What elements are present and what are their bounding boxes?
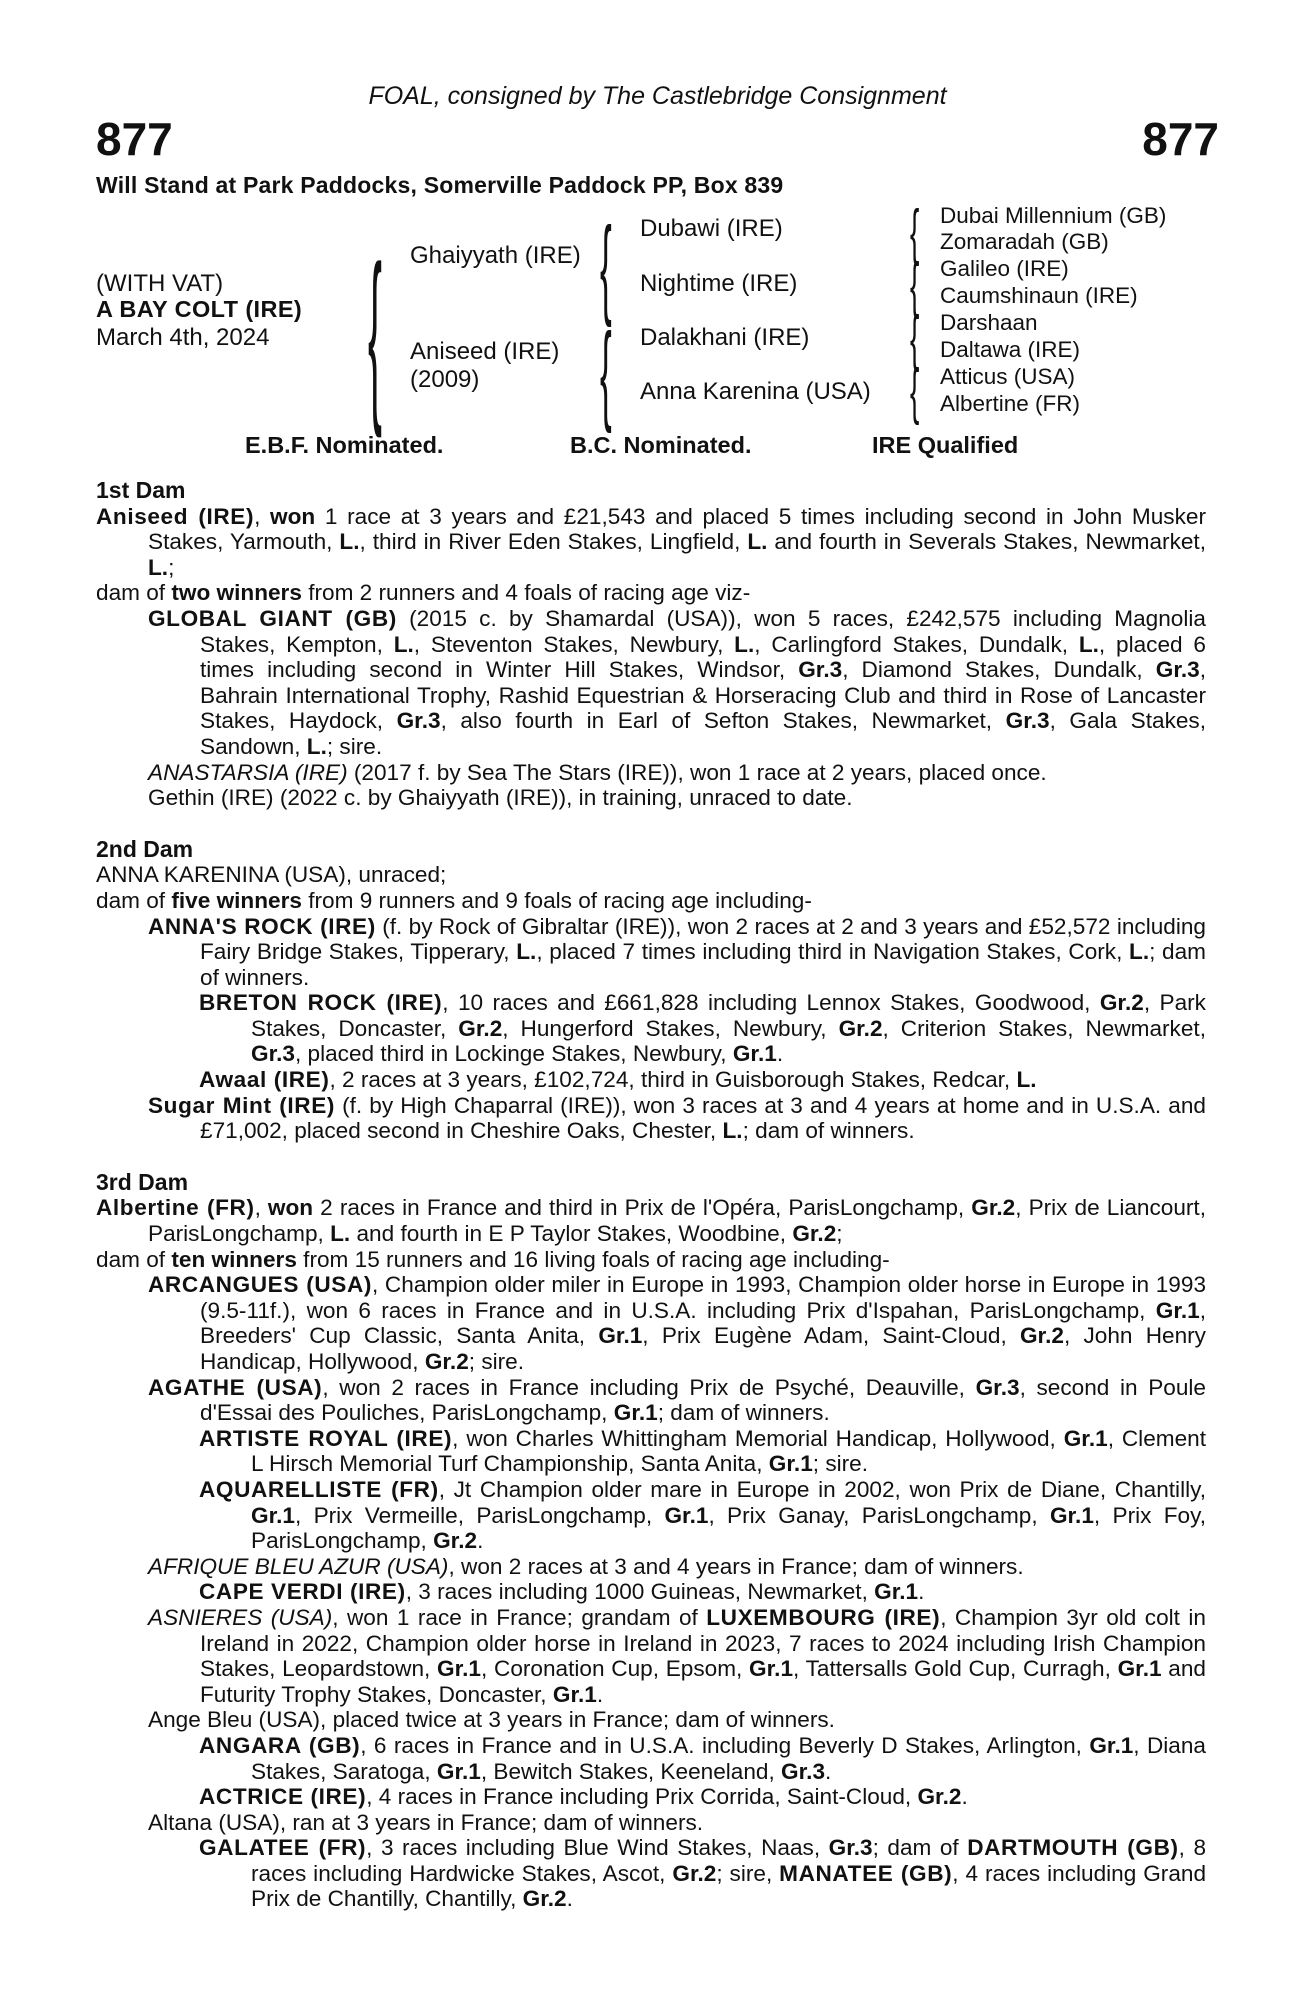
dam3-grandproduce-6: GALATEE (FR), 3 races including Blue Wind Stakes, Naas, Gr.3; dam of DARTMOUTH (GB), 8 races including Hardwicke Stakes, Ascot, Gr.2; sire, MANATEE (GB), 4 races including Grand Prix de Chantilly, Chantilly, Gr.2.	[199, 1835, 1207, 1912]
pedigree-g3-5: Darshaan	[940, 310, 1038, 335]
pedigree-brace-sire: {	[600, 205, 612, 328]
dam1-produce-2: ANASTARSIA (IRE) (2017 f. by Sea The Stars (IRE)), won 1 race at 2 years, placed once.	[148, 759, 1047, 785]
ire-qualified: IRE Qualified	[872, 432, 1019, 458]
dam3-produce-5: Ange Bleu (USA), placed twice at 3 years in France; dam of winners.	[148, 1707, 835, 1733]
pedigree-sire-sire: Dubawi (IRE)	[640, 215, 783, 242]
dam3-produce-2: AGATHE (USA), won 2 races in France including Prix de Psyché, Deauville, Gr.3, second in Poule d'Essai des Pouliches, ParisLongchamp, Gr.1; dam of winners.	[148, 1374, 1206, 1426]
dam3-grandproduce-2: AQUARELLISTE (FR), Jt Champion older mare in Europe in 2002, won Prix de Diane, Chantilly, Gr.1, Prix Vermeille, ParisLongchamp, Gr.1, Prix Ganay, ParisLongchamp, Gr.1, Prix Foy, ParisLongchamp, Gr.2.	[199, 1476, 1207, 1554]
dam2-produce-2: Sugar Mint (IRE) (f. by High Chaparral (IRE)), won 3 races at 3 and 4 years at home and in U.S.A. and £71,002, placed second in Cheshire Oaks, Chester, L.; dam of winners.	[148, 1092, 1206, 1144]
dam2-grandproduce-1: BRETON ROCK (IRE), 10 races and £661,828 including Lennox Stakes, Goodwood, Gr.2, Park Stakes, Doncaster, Gr.2, Hungerford Stakes, Newbury, Gr.2, Criterion Stakes, Newmarket, Gr.3, placed third in Lockinge Stakes, Newbury, Gr.1.	[199, 990, 1206, 1067]
catalogue-body	[96, 478, 1206, 1912]
pedigree-sire-dam: Nightime (IRE)	[640, 270, 798, 297]
pedigree-g3-8: Albertine (FR)	[940, 391, 1081, 416]
consignor-line: FOAL, consigned by The Castlebridge Consignment	[368, 82, 947, 110]
dam2-produce-1: ANNA'S ROCK (IRE) (f. by Rock of Gibraltar (IRE)), won 2 races at 2 and 3 years and £52,572 including Fairy Bridge Stakes, Tipperary, L., placed 7 times including third in Navigation Stakes, Cork, L.; dam of winners.	[148, 913, 1207, 990]
pedigree-g3-7: Atticus (USA)	[940, 364, 1076, 389]
dam3-produce-summary: dam of ten winners from 15 runners and 16 living foals of racing age including-	[96, 1246, 890, 1272]
pedigree-brace-g1: {	[910, 198, 920, 267]
pedigree-brace-g2: {	[910, 251, 920, 320]
dam3-produce-3: AFRIQUE BLEU AZUR (USA), won 2 races at 3 and 4 years in France; dam of winners.	[148, 1553, 1024, 1579]
dam3-produce-4: ASNIERES (USA), won 1 race in France; grandam of LUXEMBOURG (IRE), Champion 3yr old colt in Ireland in 2022, Champion older horse in Ireland in 2023, 7 races to 2024 including Irish Champion Stakes, Leopardstown, Gr.1, Coronation Cup, Epsom, Gr.1, Tattersalls Gold Cup, Curragh, Gr.1 and Futurity Trophy Stakes, Doncaster, Gr.1.	[148, 1604, 1206, 1707]
dam2-entry: ANNA KARENINA (USA), unraced;	[96, 862, 447, 888]
pedigree-brace-main: {	[368, 227, 382, 439]
stand-location: Will Stand at Park Paddocks, Somerville Paddock PP, Box 839	[96, 172, 784, 198]
dam3-produce-6: Altana (USA), ran at 3 years in France; dam of winners.	[148, 1809, 704, 1835]
pedigree-dam-year: (2009)	[410, 366, 480, 393]
section-1st-dam: 1st Dam	[96, 477, 186, 503]
pedigree-sire: Ghaiyyath (IRE)	[410, 242, 581, 269]
lot-number-left: 877	[96, 113, 173, 165]
horse-name: A BAY COLT (IRE)	[96, 296, 303, 322]
dam3-produce-1: ARCANGUES (USA), Champion older miler in Europe in 1993, Champion older horse in Europe in 1993 (9.5-11f.), won 6 races in France and in U.S.A. including Prix d'Ispahan, ParisLongchamp, Gr.1, Breeders' Cup Classic, Santa Anita, Gr.1, Prix Eugène Adam, Saint-Cloud, Gr.2, John Henry Handicap, Hollywood, Gr.2; sire.	[148, 1272, 1207, 1374]
dam3-grandproduce-1: ARTISTE ROYAL (IRE), won Charles Whittingham Memorial Handicap, Hollywood, Gr.1, Clement L Hirsch Memorial Turf Championship, Santa Anita, Gr.1; sire.	[199, 1425, 1206, 1477]
section-2nd-dam: 2nd Dam	[96, 835, 194, 862]
vat-note: (WITH VAT)	[96, 270, 224, 297]
ebf-nominated: E.B.F. Nominated.	[245, 432, 444, 458]
dam2-produce-summary: dam of five winners from 9 runners and 9 foals of racing age including-	[96, 887, 812, 913]
pedigree-g3-4: Caumshinaun (IRE)	[940, 283, 1138, 308]
pedigree-brace-g4: {	[910, 357, 920, 426]
dam1-produce-3: Gethin (IRE) (2022 c. by Ghaiyyath (IRE)), in training, unraced to date.	[148, 785, 853, 811]
pedigree-g3-2: Zomaradah (GB)	[940, 229, 1109, 254]
lot-number-right: 877	[1142, 113, 1219, 165]
pedigree-g3-3: Galileo (IRE)	[940, 256, 1069, 281]
foaling-date: March 4th, 2024	[96, 324, 270, 351]
bc-nominated: B.C. Nominated.	[570, 432, 752, 458]
dam3-entry: Albertine (FR), won 2 races in France and third in Prix de l'Opéra, ParisLongchamp, Gr.2, Prix de Liancourt, ParisLongchamp, L. and fourth in E P Taylor Stakes, Woodbine, Gr.2;	[96, 1195, 1206, 1247]
pedigree-g3-6: Daltawa (IRE)	[940, 337, 1081, 362]
pedigree-brace-g3: {	[910, 304, 920, 373]
dam3-grandproduce-3: CAPE VERDI (IRE), 3 races including 1000 Guineas, Newmarket, Gr.1.	[199, 1579, 925, 1605]
dam2-grandproduce-2: Awaal (IRE), 2 races at 3 years, £102,724, third in Guisborough Stakes, Redcar, L.	[199, 1067, 1037, 1093]
dam3-grandproduce-4: ANGARA (GB), 6 races in France and in U.S.A. including Beverly D Stakes, Arlington, Gr.1, Diana Stakes, Saratoga, Gr.1, Bewitch Stakes, Keeneland, Gr.3.	[199, 1732, 1206, 1784]
dam1-entry: Aniseed (IRE), won 1 race at 3 years and £21,543 and placed 5 times including second in John Musker Stakes, Yarmouth, L., third in River Eden Stakes, Lingfield, L. and fourth in Severals Stakes, Newmarket, L.;	[96, 503, 1206, 580]
pedigree-dam: Aniseed (IRE)	[410, 338, 560, 365]
pedigree-g3-1: Dubai Millennium (GB)	[940, 203, 1167, 228]
section-3rd-dam: 3rd Dam	[96, 1168, 189, 1195]
dam1-produce-summary: dam of two winners from 2 runners and 4 foals of racing age viz-	[96, 580, 751, 606]
pedigree-brace-dam: {	[600, 311, 612, 434]
dam3-grandproduce-5: ACTRICE (IRE), 4 races in France including Prix Corrida, Saint-Cloud, Gr.2.	[199, 1784, 968, 1810]
pedigree-dam-dam: Anna Karenina (USA)	[640, 378, 871, 405]
pedigree-dam-sire: Dalakhani (IRE)	[640, 324, 810, 351]
dam1-produce-1: GLOBAL GIANT (GB) (2015 c. by Shamardal (USA)), won 5 races, £242,575 including Magnolia Stakes, Kempton, L., Steventon Stakes, Newbury, L., Carlingford Stakes, Dundalk, L., placed 6 times including second in Winter Hill Stakes, Windsor, Gr.3, Diamond Stakes, Dundalk, Gr.3, Bahrain International Trophy, Rashid Equestrian & Horseracing Club and third in Rose of Lancaster Stakes, Haydock, Gr.3, also fourth in Earl of Sefton Stakes, Newmarket, Gr.3, Gala Stakes, Sandown, L.; sire.	[148, 605, 1207, 759]
